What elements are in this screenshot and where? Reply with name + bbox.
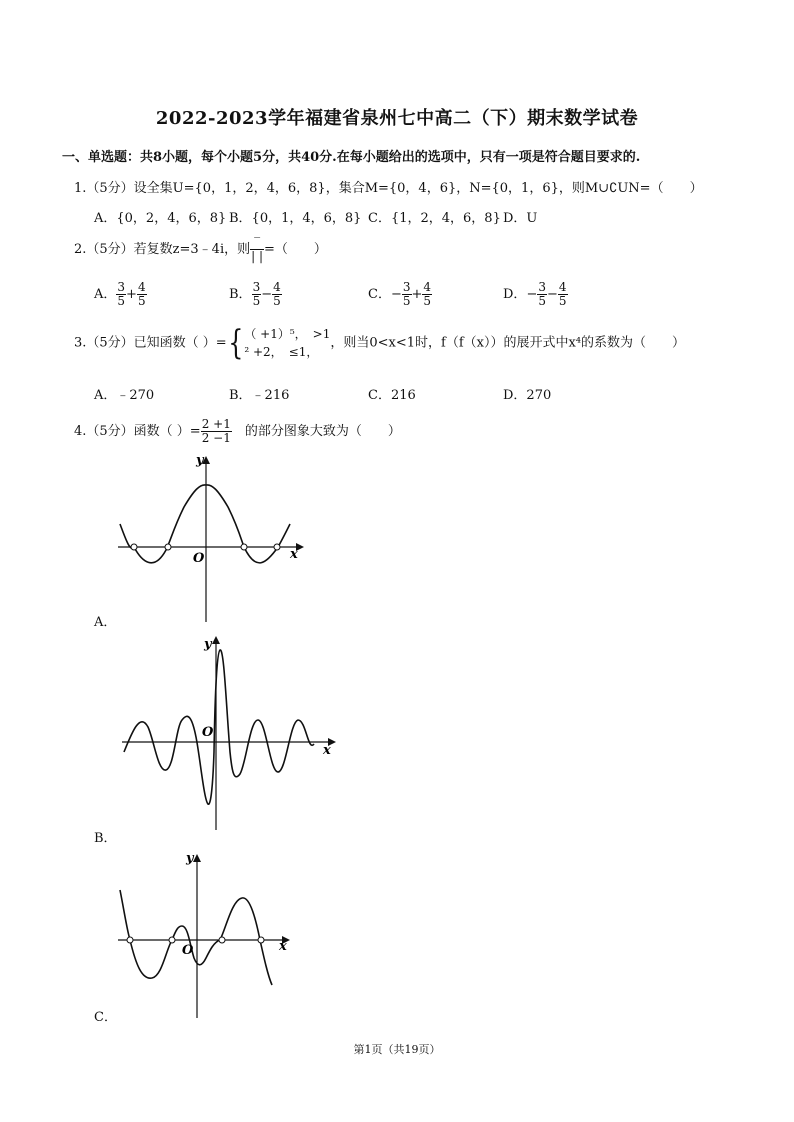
graph-option-c xyxy=(114,850,294,1020)
exam-title: 2022-2023学年福建省泉州七中高二（下）期末数学试卷 xyxy=(155,108,639,129)
question-1-option-c: C．{1，2，4，6，8} xyxy=(368,211,501,226)
page-footer: 第1页（共19页） xyxy=(353,1043,441,1056)
graph-b-label: B． xyxy=(94,831,117,846)
question-1-option-b: B．{0，1，4，6，8} xyxy=(229,211,362,226)
graph-a-label: A． xyxy=(94,615,117,630)
graph-b-x-label: x xyxy=(323,743,331,758)
question-4-fraction: $\frac{2 +1}{2 -1}$ xyxy=(201,417,231,445)
question-2-stem-pre: 2.（5分）若复数z=3﹣4i，则 xyxy=(74,242,251,257)
graph-c-label: C． xyxy=(94,1010,117,1025)
question-3-stem: 3.（5分）已知函数（ ）={ （ +1）⁵， >1 ² +2， ≤1， ，则当0<x<1时，f（f（x））的展开式中x⁴的系数为（ ） xyxy=(74,323,686,363)
question-2-option-c: C．− $\frac{3}{5}$ + $\frac{4}{5}$ xyxy=(368,280,432,308)
question-3-option-c: C．216 xyxy=(368,388,416,403)
graph-c-x-label: x xyxy=(279,939,287,954)
graph-a-x-label: x xyxy=(290,547,298,562)
graph-option-b xyxy=(118,632,338,832)
graph-b-y-label: y xyxy=(204,637,212,652)
graph-c-origin: O xyxy=(182,943,194,958)
piecewise-brace: { xyxy=(227,323,244,363)
section-heading: 一、单选题：共8小题，每个小题5分，共40分.在每小题给出的选项中，只有一项是符合题目要求的. xyxy=(62,150,641,165)
question-1-stem: 1.（5分）设全集U={0，1，2，4，6，8}，集合M={0，4，6}，N={0，1，6}，则M∪∁UN=（ ） xyxy=(74,181,703,196)
question-2-fraction: $\frac{‾}{| |}$ xyxy=(251,235,264,263)
piecewise-cases: （ +1）⁵， >1 ² +2， ≤1， xyxy=(244,327,331,359)
question-2-option-b: B． $\frac{3}{5}$ − $\frac{4}{5}$ xyxy=(229,280,281,308)
question-1-option-d: D．U xyxy=(503,211,538,226)
graph-a-y-label: y xyxy=(196,453,204,468)
graph-a-origin: O xyxy=(193,551,205,566)
question-2-stem-post: =（ ） xyxy=(264,242,327,257)
graph-option-a xyxy=(114,452,304,624)
question-3-option-d: D．270 xyxy=(503,388,552,403)
question-3-option-b: B．﹣216 xyxy=(229,388,290,403)
question-2-option-d: D．− $\frac{3}{5}$ − $\frac{4}{5}$ xyxy=(503,280,567,308)
question-4-stem: 4.（5分）函数（ ）= $\frac{2 +1}{2 -1}$ 的部分图象大致为（ ） xyxy=(74,417,401,445)
question-1-option-a: A．{0，2，4，6，8} xyxy=(94,211,227,226)
question-2-stem xyxy=(74,236,327,263)
graph-b-origin: O xyxy=(202,725,214,740)
question-2-option-a: A． $\frac{3}{5}$ + $\frac{4}{5}$ xyxy=(94,280,146,308)
graph-c-y-label: y xyxy=(186,851,194,866)
question-3-option-a: A．﹣270 xyxy=(94,388,155,403)
